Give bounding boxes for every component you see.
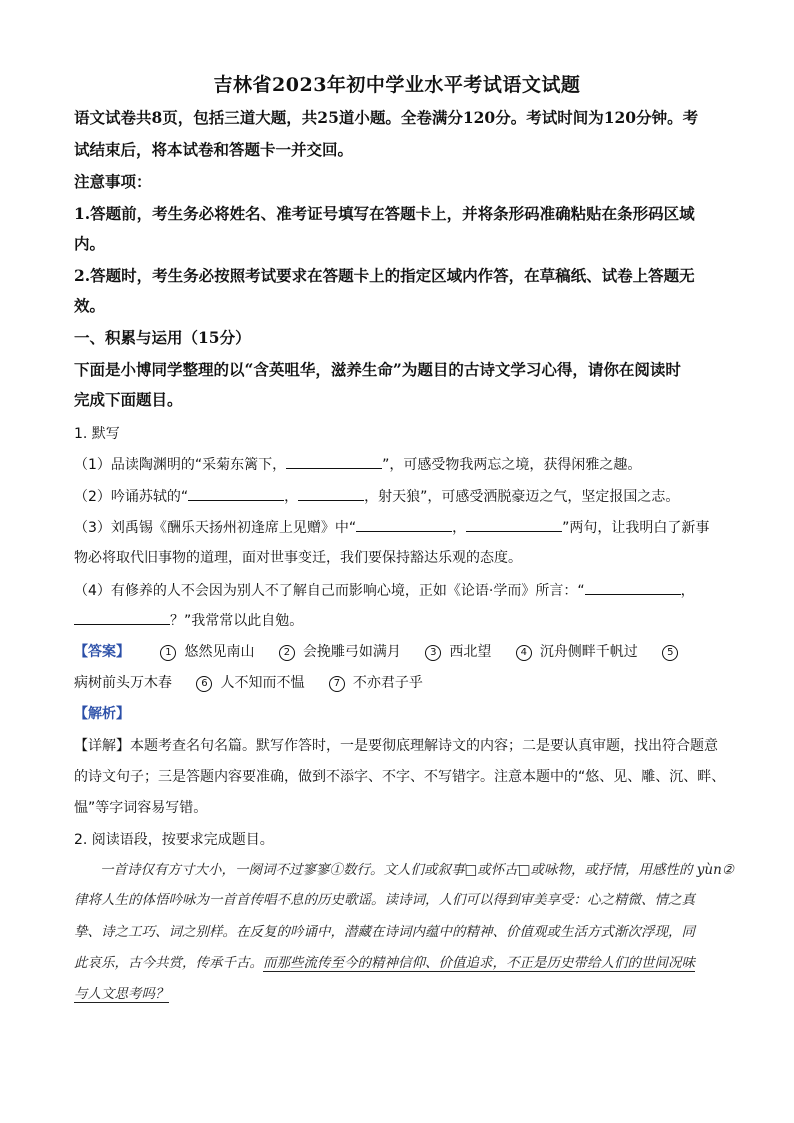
sub4-text-a: （4）有修养的人不会因为别人不了解自己而影响心境，正如《论语·学而》所言：“ — [74, 583, 585, 599]
passage-line-5 — [74, 984, 704, 1004]
question-1-sub-4 — [74, 580, 734, 601]
analysis-detail-a: 【详解】本题考查名句名篇。默写作答时，一是要彻底理解诗文的内容；二是要认真审题，找出符合题意 — [74, 738, 718, 754]
circled-number: 7 — [329, 676, 345, 692]
intro-line-1: 语文试卷共8页，包括三道大题，共25道小题。全卷满分120分。考试时间为120分钟。考 — [74, 108, 699, 127]
question-1-sub-1 — [74, 454, 734, 475]
answer-line-1 — [74, 642, 734, 662]
answer-item — [662, 642, 686, 662]
notice-item-1b: 内。 — [74, 234, 106, 253]
circled-number: 5 — [662, 645, 678, 661]
question-1-sub-4-cont — [74, 610, 734, 631]
answer-text: 悠然见南山 — [184, 644, 255, 660]
underlined-sentence-end: 与人文思考吗？ — [74, 986, 169, 1002]
answer-line-2 — [74, 673, 734, 693]
passage-line-4 — [74, 953, 704, 973]
answer-text: 病树前头万木春 — [74, 675, 172, 691]
passage-text: 此哀乐，古今共赏，传承千古。 — [74, 955, 263, 971]
underlined-sentence: 而那些流传至今的精神信仰、价值追求，不正是历史带给人们的世间况味 — [263, 955, 695, 971]
answer-tag: 【答案】 — [74, 644, 130, 660]
answer-item — [279, 642, 401, 662]
answer-blank — [74, 610, 170, 625]
question-1-sub-2 — [74, 486, 734, 507]
answer-text: 会挽雕弓如满月 — [302, 644, 401, 660]
notice-item-1a: 1.答题前，考生务必将姓名、准考证号填写在答题卡上，并将条形码准确粘贴在条形码区域 — [74, 204, 695, 223]
analysis-detail-c: 愠”等字词容易写错。 — [74, 800, 208, 816]
answer-blank — [298, 486, 364, 501]
sub2-text-c: ，射天狼”，可感受洒脱豪迈之气，坚定报国之志。 — [364, 489, 680, 505]
sub2-text-a: （2）吟诵苏轼的“ — [74, 489, 189, 505]
answer-blank — [585, 580, 681, 595]
circled-number: 4 — [516, 645, 532, 661]
question-1-sub-3 — [74, 517, 734, 538]
answer-item — [196, 673, 304, 693]
circled-number: 2 — [279, 645, 295, 661]
passage-line-3: 挚、诗之工巧、词之别样。在反复的吟诵中，潜藏在诗词内蕴中的精神、价值观或生活方式渐次浮现，同 — [74, 924, 695, 940]
circled-number: 1 — [160, 645, 176, 661]
analysis-detail-b: 的诗文句子；三是答题内容要准确，做到不添字、不字、不写错字。注意本题中的“悠、见、雕、沉、畔、 — [74, 769, 726, 785]
circled-number: 3 — [425, 645, 441, 661]
answer-text: 西北望 — [449, 644, 492, 660]
sub3-text-c: ”两句，让我明白了新事 — [562, 520, 710, 536]
sub3-text-b: ， — [452, 520, 467, 536]
intro-line-2: 试结束后，将本试卷和答题卡一并交回。 — [74, 140, 354, 159]
sub4-text-b: ， — [680, 583, 695, 599]
analysis-tag: 【解析】 — [74, 706, 130, 722]
answer-blank — [466, 517, 562, 532]
section-heading: 一、积累与运用（15分） — [74, 328, 251, 347]
answer-item — [329, 673, 423, 693]
answer-item — [160, 642, 254, 662]
question-1-label: 1. 默写 — [74, 426, 120, 442]
page-title: 吉林省2023年初中学业水平考试语文试题 — [213, 74, 581, 96]
circled-number: 6 — [196, 676, 212, 692]
answer-item — [74, 673, 172, 693]
notice-item-2b: 效。 — [74, 296, 106, 315]
question-2-label: 2. 阅读语段，按要求完成题目。 — [74, 832, 274, 848]
answer-blank — [356, 517, 452, 532]
notice-item-2a: 2.答题时，考生务必按照考试要求在答题卡上的指定区域内作答，在草稿纸、试卷上答题无 — [74, 266, 695, 285]
notice-heading: 注意事项： — [74, 172, 152, 191]
question-1-sub-3-cont: 物必将取代旧事物的道理，面对世事变迁，我们要保持豁达乐观的态度。 — [74, 550, 522, 566]
sub4-text-c: ？”我常常以此自勉。 — [170, 613, 304, 629]
answer-text: 人不知而不愠 — [220, 675, 305, 691]
answer-item — [516, 642, 638, 662]
passage-line-1: 一首诗仅有方寸大小，一阕词不过寥寥①数行。文人们或叙事□或怀古□或咏物，或抒情，用感性的 yùn② — [100, 862, 734, 878]
answer-text: 沉舟侧畔千帆过 — [539, 644, 638, 660]
analysis-tag-line — [74, 704, 734, 724]
answer-blank — [286, 454, 382, 469]
sub3-text-a: （3）刘禹锡《酬乐天扬州初逢席上见赠》中“ — [74, 520, 357, 536]
answer-item — [425, 642, 491, 662]
answer-text: 不亦君子乎 — [352, 675, 423, 691]
sub1-text-b: ”，可感受物我两忘之境，获得闲雅之趣。 — [382, 457, 642, 473]
sub2-text-b: ， — [284, 489, 299, 505]
section-prompt-a: 下面是小博同学整理的以“含英咀华，滋养生命”为题目的古诗文学习心得，请你在阅读时 — [74, 360, 681, 379]
answer-blank — [188, 486, 284, 501]
passage-line-2: 律将人生的体悟吟咏为一首首传唱不息的历史歌谣。读诗词，人们可以得到审美享受：心之精微、情之真 — [74, 892, 695, 908]
section-prompt-b: 完成下面题目。 — [74, 390, 183, 409]
sub1-text-a: （1）品读陶渊明的“采菊东篱下， — [74, 457, 287, 473]
